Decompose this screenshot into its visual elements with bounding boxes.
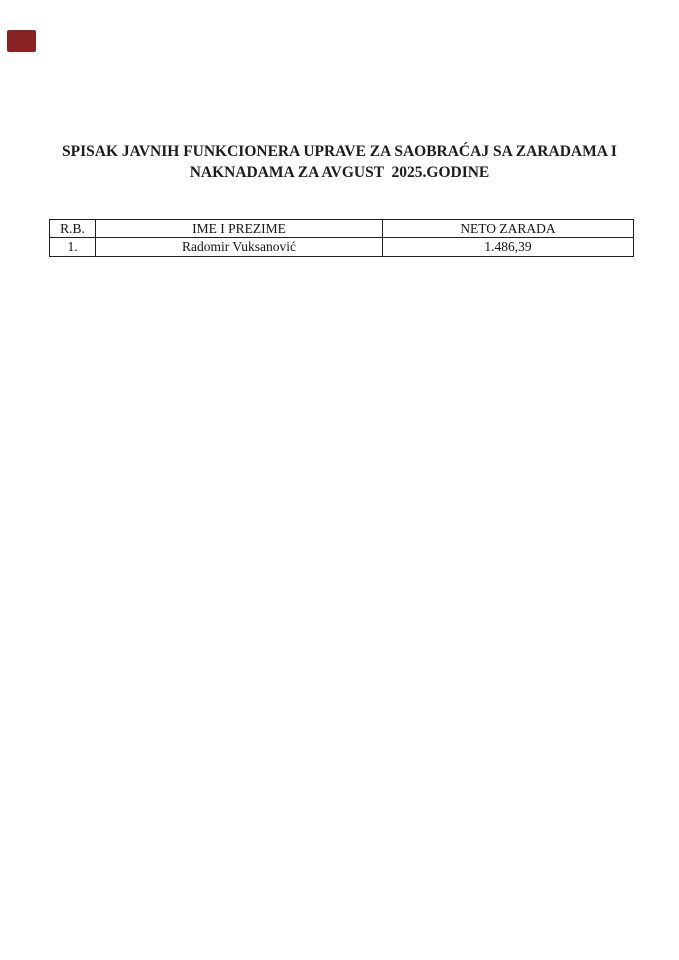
header-cell-name: IME I PREZIME	[96, 220, 383, 238]
document-title-line-1: SPISAK JAVNIH FUNKCIONERA UPRAVE ZA SAOBRAĆAJ SA ZARADAMA I	[62, 143, 617, 160]
table-row	[50, 238, 634, 257]
red-badge	[7, 30, 36, 52]
document-title	[30, 141, 649, 183]
header-cell-net-salary: NETO ZARADA	[383, 220, 634, 238]
salary-table	[49, 219, 634, 257]
cell-person-name: Radomir Vuksanović	[96, 238, 383, 257]
header-cell-rb: R.B.	[50, 220, 96, 238]
document-title-line-2: NAKNADAMA ZA AVGUST 2025.GODINE	[189, 164, 490, 181]
table-header-row	[50, 220, 634, 238]
cell-net-salary: 1.486,39	[383, 238, 634, 257]
cell-row-number: 1.	[50, 238, 96, 257]
